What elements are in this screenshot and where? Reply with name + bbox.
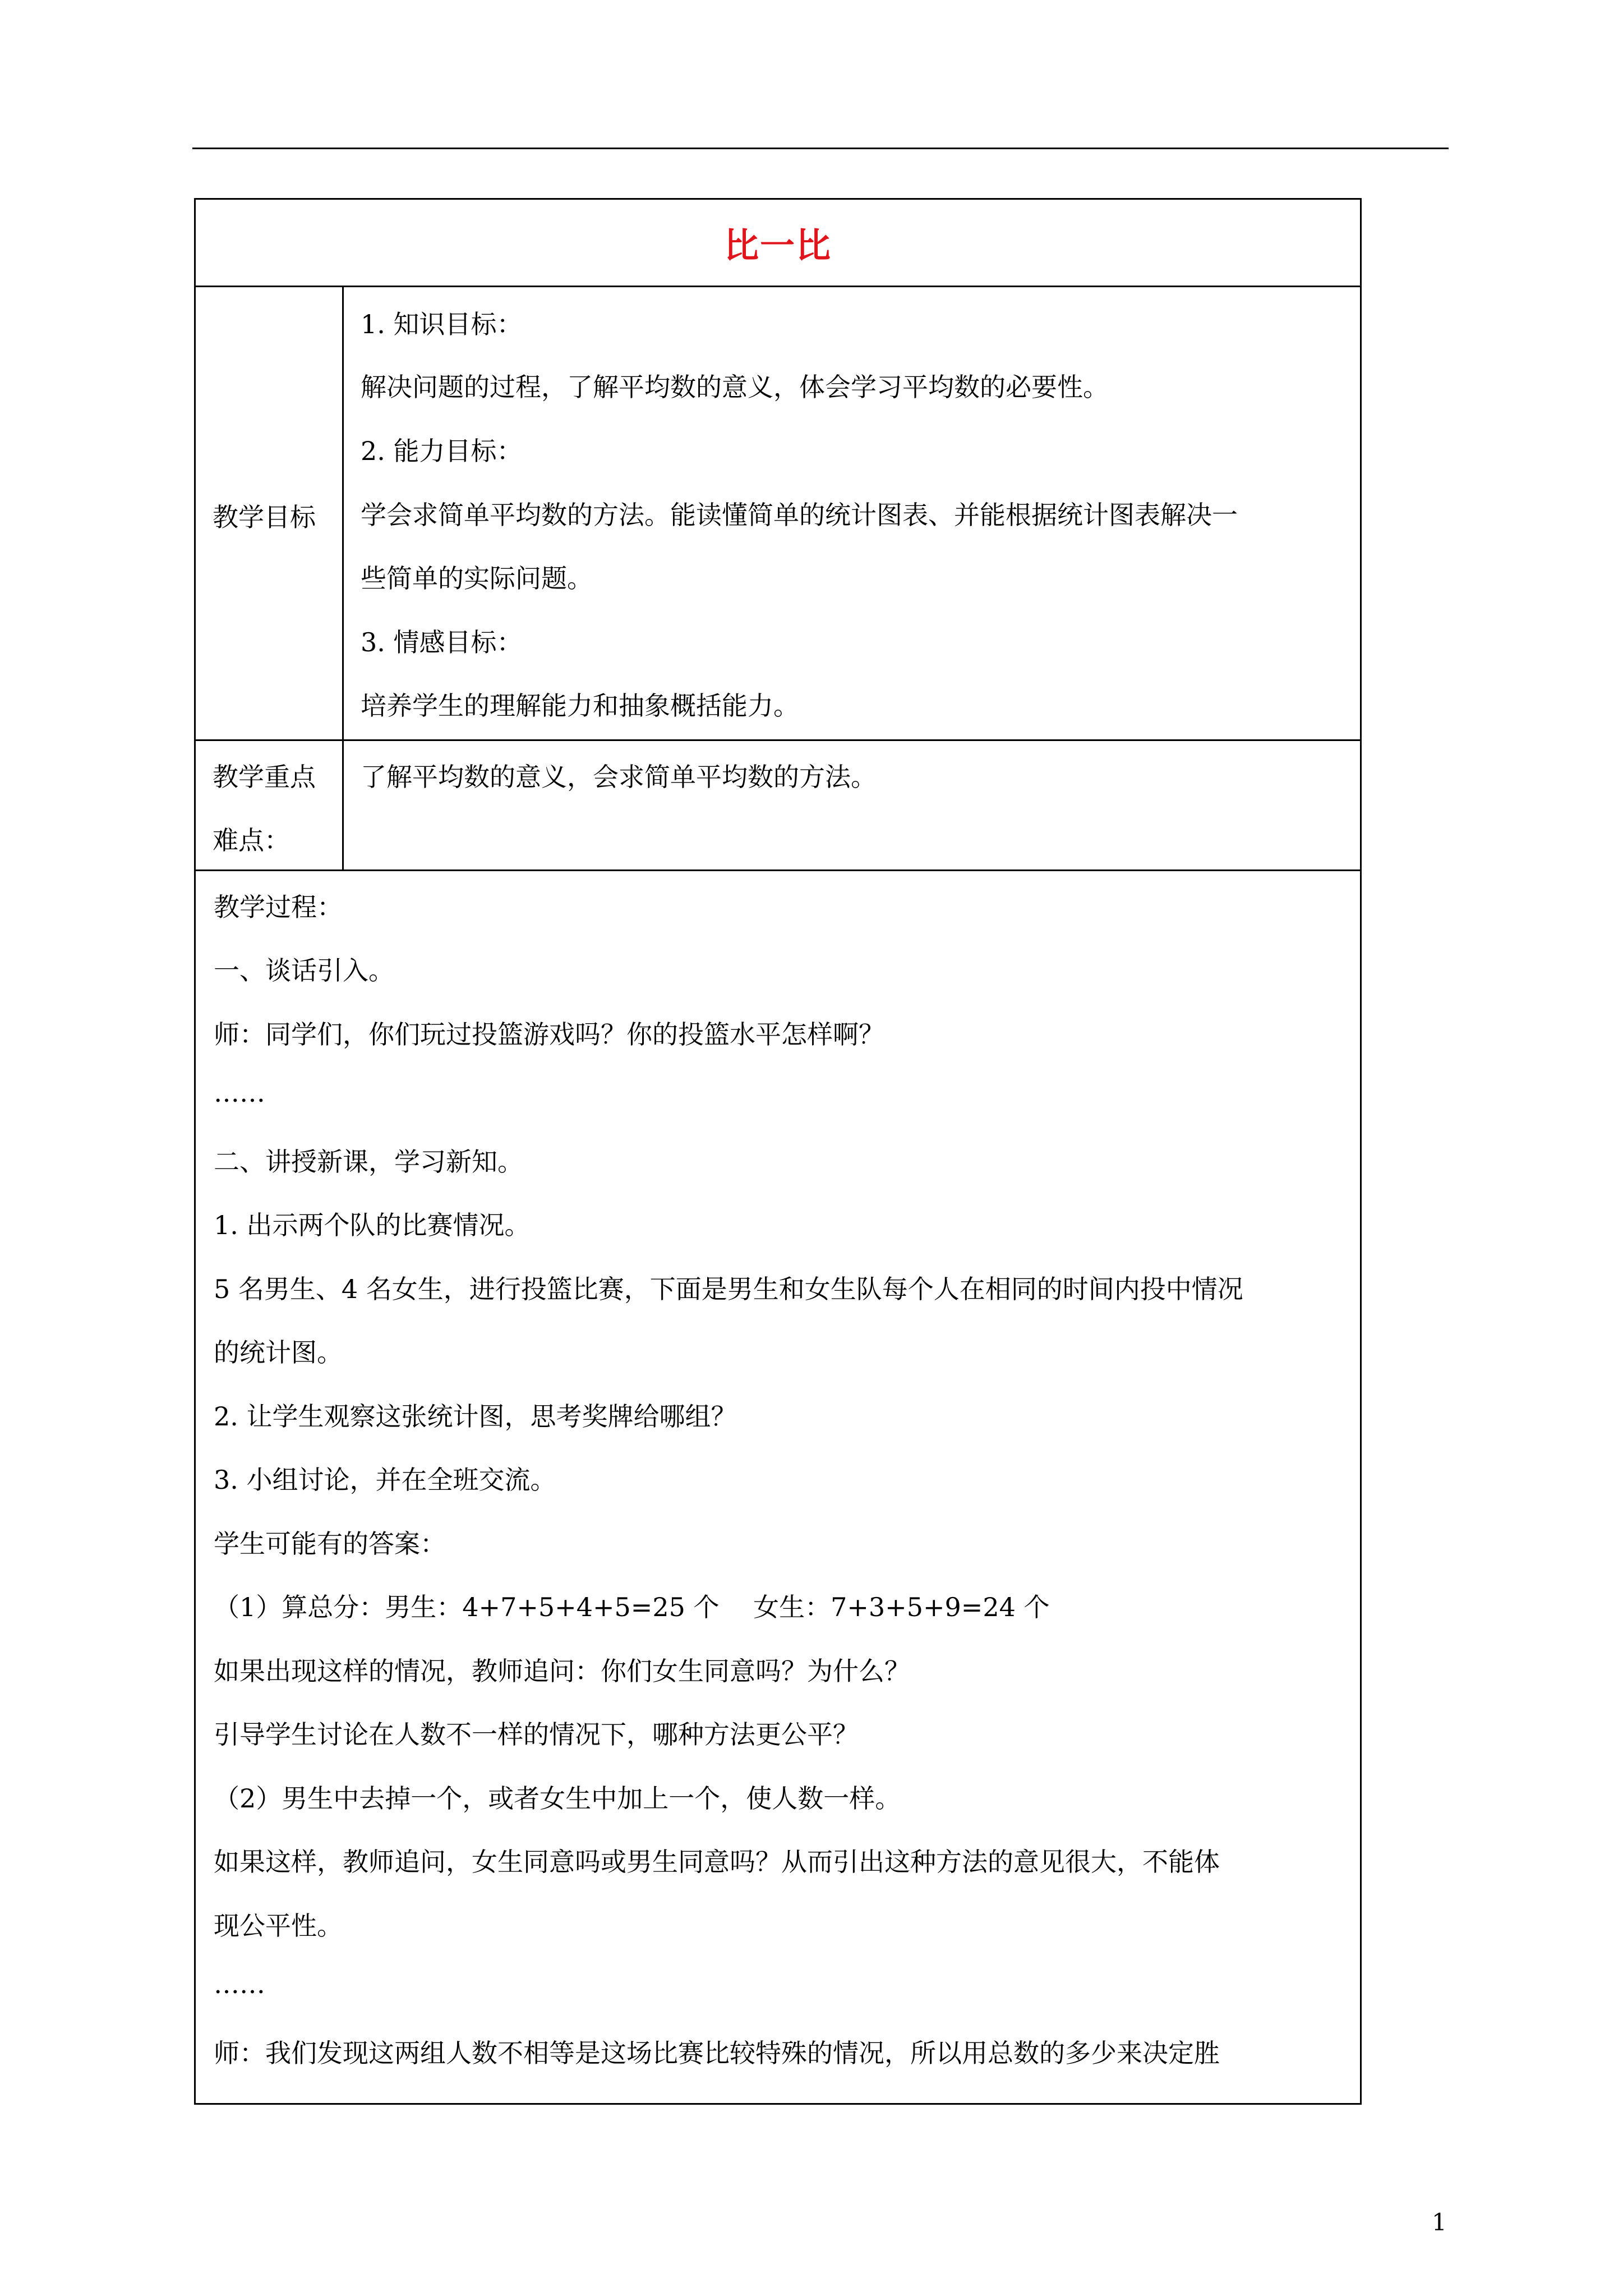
key-points-content xyxy=(344,741,1360,869)
goal-line: 2. 能力目标： xyxy=(361,436,523,466)
lesson-plan-table xyxy=(194,198,1362,2105)
goal-line: 3. 情感目标： xyxy=(361,627,523,657)
teaching-goals-row xyxy=(196,287,1360,741)
teaching-goals-content xyxy=(344,287,1360,739)
teaching-goals-label: 教学目标 xyxy=(213,502,316,532)
process-line: 1. 出示两个队的比赛情况。 xyxy=(214,1210,531,1240)
process-line: 引导学生讨论在人数不一样的情况下，哪种方法更公平？ xyxy=(214,1719,859,1750)
goal-line: 1. 知识目标： xyxy=(361,309,523,339)
difficulties-label: 难点： xyxy=(213,825,290,855)
key-points-label: 教学重点 xyxy=(213,762,316,792)
goal-line: 学会求简单平均数的方法。能读懂简单的统计图表、并能根据统计图表解决一 xyxy=(361,500,1238,530)
goal-line: 培养学生的理解能力和抽象概括能力。 xyxy=(361,691,799,721)
teaching-goals-label-cell xyxy=(196,287,344,739)
process-line: 现公平性。 xyxy=(214,1911,343,1941)
process-line: 如果出现这样的情况，教师追问：你们女生同意吗？为什么？ xyxy=(214,1656,910,1686)
process-line: 2. 让学生观察这张统计图，思考奖牌给哪组？ xyxy=(214,1401,737,1432)
key-points-row xyxy=(196,741,1360,871)
process-line: 如果这样，教师追问，女生同意吗或男生同意吗？从而引出这种方法的意见很大，不能体 xyxy=(214,1847,1220,1877)
header-rule xyxy=(192,148,1449,149)
process-line: 的统计图。 xyxy=(214,1337,343,1368)
process-line: 一、谈话引入。 xyxy=(214,955,394,986)
process-line: …… xyxy=(214,1078,265,1108)
process-line: 学生可能有的答案： xyxy=(214,1529,446,1559)
process-line: （1）算总分：男生：4+7+5+4+5=25 个 女生：7+3+5+9=24 个 xyxy=(214,1592,1050,1622)
process-line: （2）男生中去掉一个，或者女生中加上一个，使人数一样。 xyxy=(214,1783,901,1814)
goal-line: 些简单的实际问题。 xyxy=(361,563,593,593)
process-line: 3. 小组讨论，并在全班交流。 xyxy=(214,1465,556,1495)
process-line: 5 名男生、4 名女生，进行投篮比赛，下面是男生和女生队每个人在相同的时间内投中情况 xyxy=(214,1274,1243,1304)
key-points-label-cell xyxy=(196,741,344,869)
teaching-process-section xyxy=(196,871,1360,2103)
process-line: 师：我们发现这两组人数不相等是这场比赛比较特殊的情况，所以用总数的多少来决定胜 xyxy=(214,2038,1220,2068)
page-number: 1 xyxy=(1432,2208,1447,2236)
key-points-text: 了解平均数的意义，会求简单平均数的方法。 xyxy=(361,762,877,792)
process-line: 二、讲授新课，学习新知。 xyxy=(214,1147,523,1177)
goal-line: 解决问题的过程，了解平均数的意义，体会学习平均数的必要性。 xyxy=(361,372,1109,402)
process-line: …… xyxy=(214,1969,265,1999)
process-line: 教学过程： xyxy=(214,892,343,922)
process-line: 师：同学们，你们玩过投篮游戏吗？你的投篮水平怎样啊？ xyxy=(214,1019,884,1050)
title-row xyxy=(196,200,1360,287)
document-title: 比一比 xyxy=(723,225,832,266)
